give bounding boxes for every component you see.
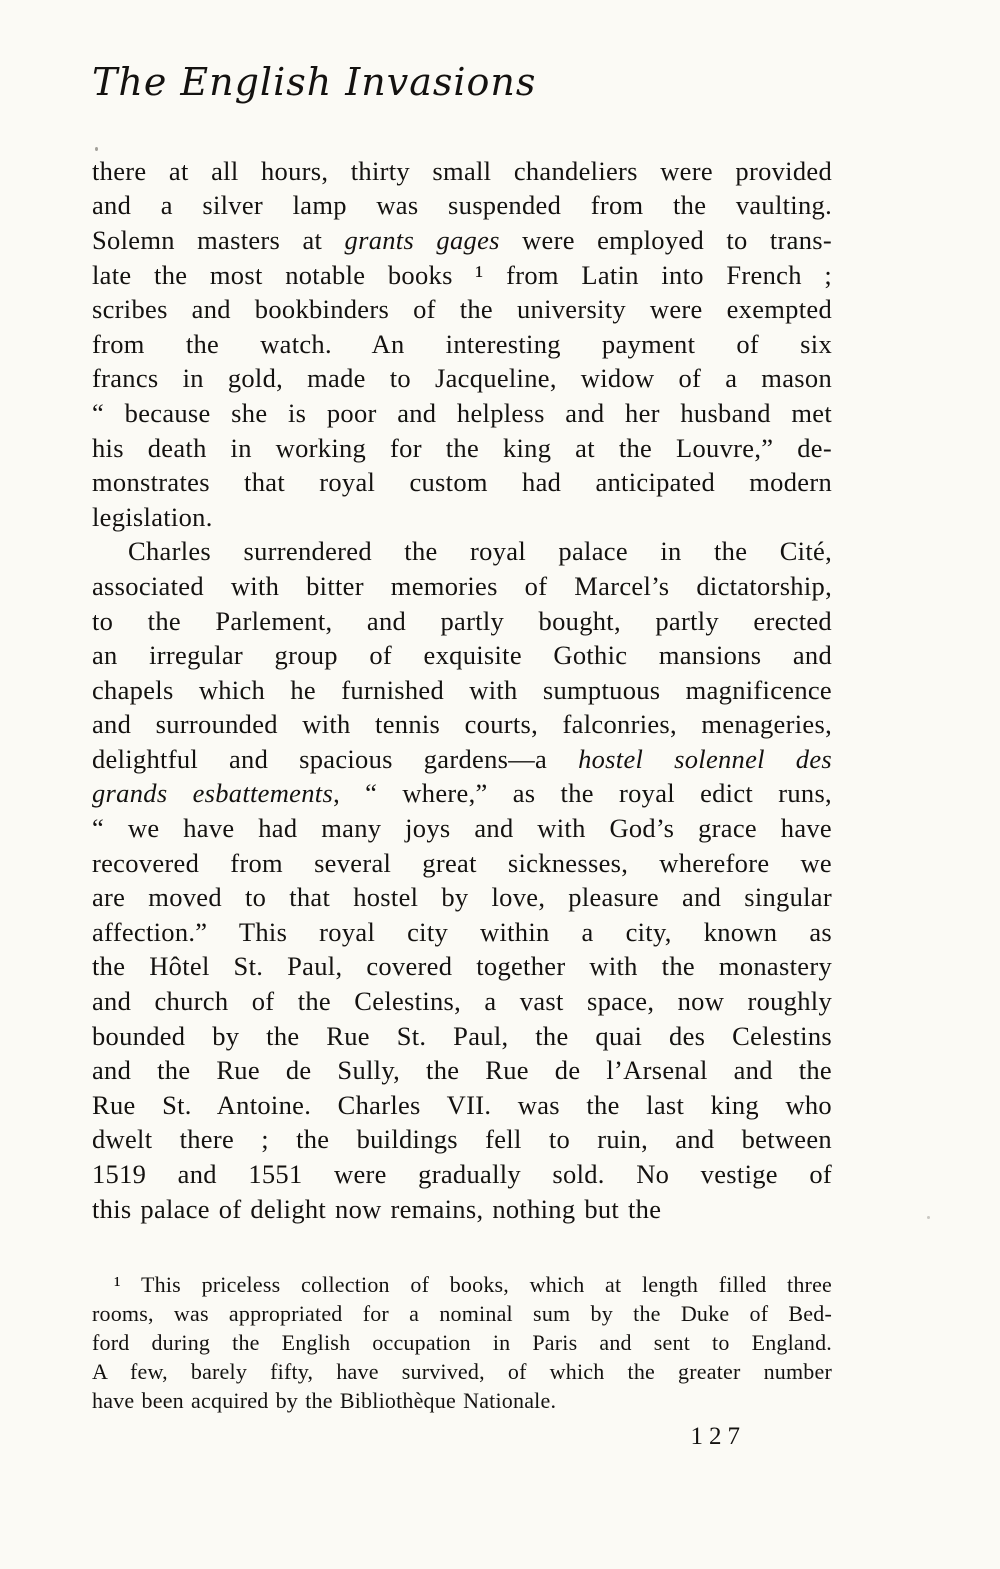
body-text bbox=[92, 154, 832, 1226]
paragraph bbox=[92, 534, 832, 1226]
text-line: an irregular group of exquisite Gothic mansions and bbox=[92, 640, 832, 671]
page-number: 127 bbox=[690, 1423, 746, 1451]
text-line: have been acquired by the Bibliothèque Nationale. bbox=[92, 1388, 557, 1414]
text-line: and church of the Celestins, a vast space, now roughly bbox=[92, 986, 832, 1017]
text-line: “ we have had many joys and with God’s grace have bbox=[92, 813, 832, 844]
text-line: bounded by the Rue St. Paul, the quai des Celestins bbox=[92, 1020, 832, 1051]
scan-speck bbox=[95, 147, 98, 151]
text-line: monstrates that royal custom had anticipated modern bbox=[92, 467, 832, 498]
text-line: to the Parlement, and partly bought, partly erected bbox=[92, 605, 832, 636]
text-line: and surrounded with tennis courts, falconries, menageries, bbox=[92, 709, 832, 740]
text-line: associated with bitter memories of Marcel’s dictatorship, bbox=[92, 570, 832, 601]
text-line: ford during the English occupation in Paris and sent to England. bbox=[92, 1330, 832, 1356]
text-line: from the watch. An interesting payment of six bbox=[92, 328, 832, 359]
text-line: Solemn masters at grants gages were employed to trans- bbox=[92, 224, 833, 255]
text-line: the Hôtel St. Paul, covered together with the monastery bbox=[92, 951, 832, 982]
text-line: Charles surrendered the royal palace in the Cité, bbox=[128, 536, 832, 567]
text-line: 1519 and 1551 were gradually sold. No vestige of bbox=[92, 1159, 832, 1190]
text-line: “ because she is poor and helpless and her husband met bbox=[92, 397, 832, 428]
footnote bbox=[92, 1270, 832, 1415]
text-line: this palace of delight now remains, nothing but the bbox=[92, 1193, 662, 1224]
text-line: grands esbattements, “ where,” as the royal edict runs, bbox=[92, 778, 832, 809]
text-line: and a silver lamp was suspended from the vaulting. bbox=[92, 190, 832, 221]
text-line: affection.” This royal city within a city, known as bbox=[92, 916, 832, 947]
text-line: rooms, was appropriated for a nominal sum by the Duke of Bed- bbox=[92, 1301, 832, 1327]
text-line: chapels which he furnished with sumptuous magnificence bbox=[92, 674, 832, 705]
text-line: there at all hours, thirty small chandeliers were provided bbox=[92, 155, 832, 186]
text-line: are moved to that hostel by love, pleasure and singular bbox=[92, 882, 832, 913]
text-line: Rue St. Antoine. Charles VII. was the last king who bbox=[92, 1089, 832, 1120]
text-line: A few, barely fifty, have survived, of which the greater number bbox=[92, 1359, 832, 1385]
paragraph bbox=[92, 154, 832, 535]
text-line: ¹ This priceless collection of books, which at length filled three bbox=[114, 1272, 832, 1298]
text-line: delightful and spacious gardens—a hostel solennel des bbox=[92, 743, 833, 774]
text-line: legislation. bbox=[92, 501, 213, 532]
text-line: his death in working for the king at the Louvre,” de- bbox=[92, 432, 832, 463]
text-line: late the most notable books ¹ from Latin into French ; bbox=[92, 259, 832, 290]
text-line: recovered from several great sicknesses, wherefore we bbox=[92, 847, 832, 878]
text-line: dwelt there ; the buildings fell to ruin, and between bbox=[92, 1124, 832, 1155]
text-line: and the Rue de Sully, the Rue de l’Arsenal and the bbox=[92, 1055, 832, 1086]
text-line: scribes and bookbinders of the university were exempted bbox=[92, 294, 832, 325]
running-header: The English Invasions bbox=[92, 60, 537, 104]
text-line: francs in gold, made to Jacqueline, widow of a mason bbox=[92, 363, 832, 394]
scan-speck bbox=[927, 1216, 930, 1219]
